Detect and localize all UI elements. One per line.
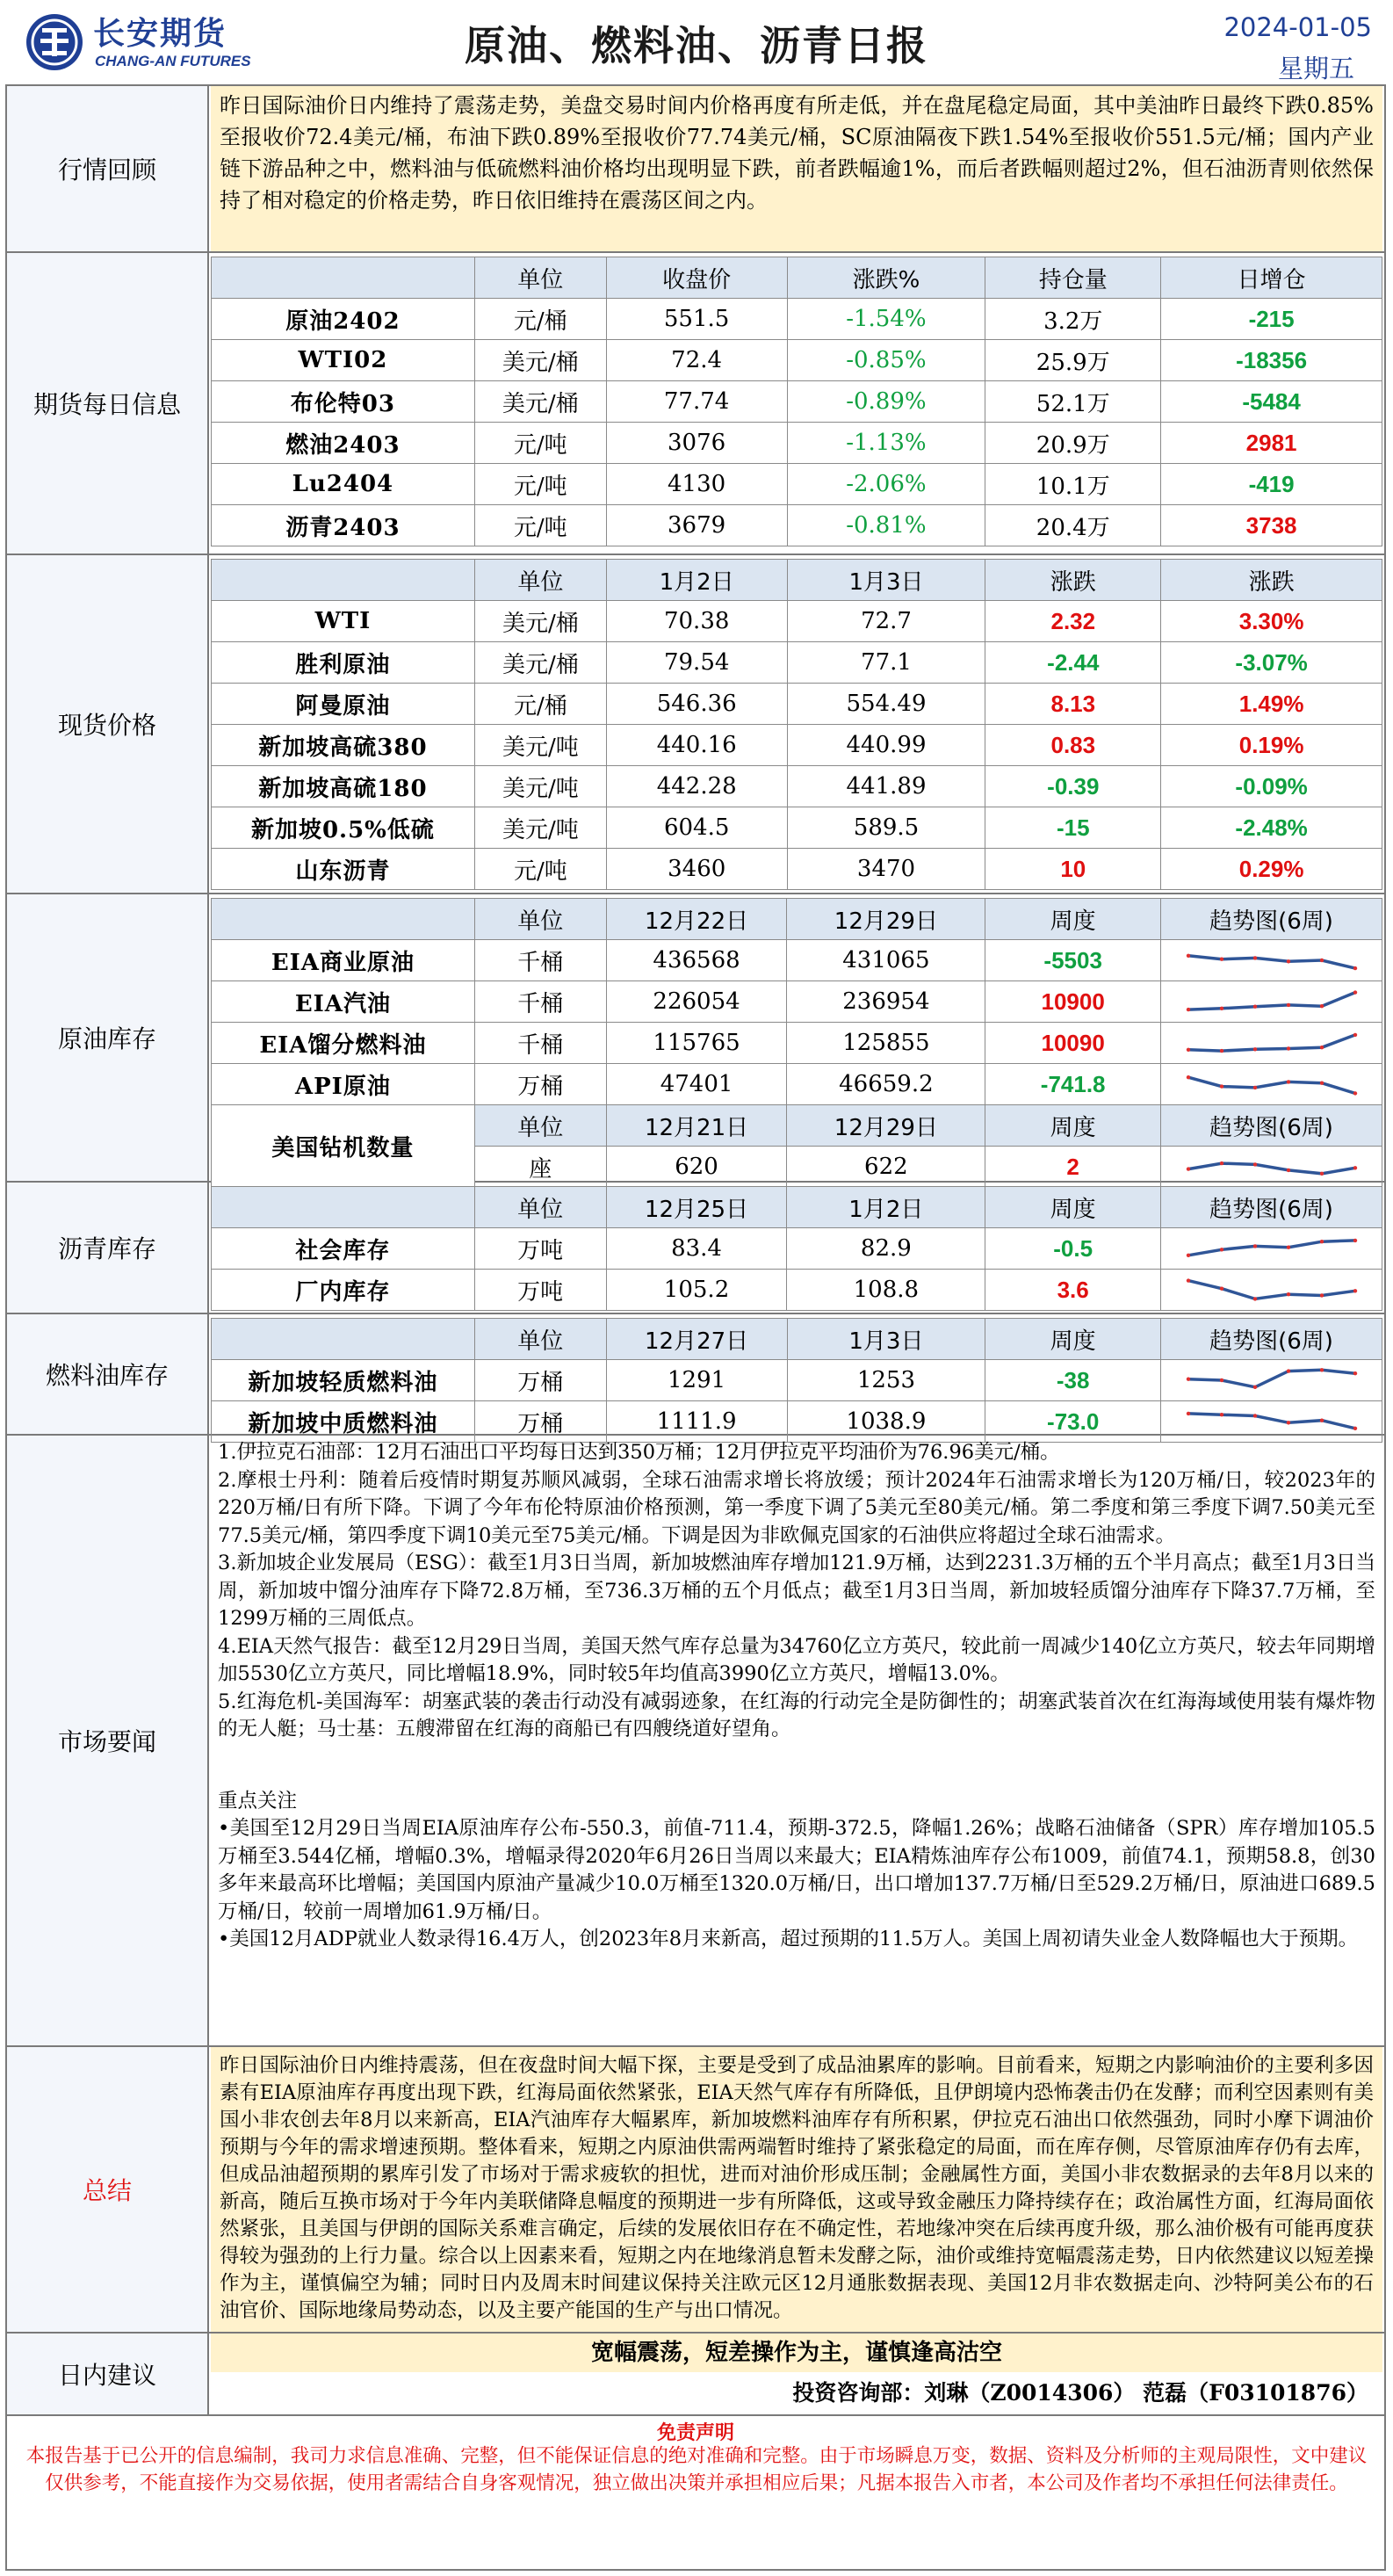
crude-inventory-table: [211, 898, 1382, 1188]
spot-product-name: 新加坡高硫380: [212, 725, 475, 766]
section-label-news: 市场要闻: [7, 1436, 209, 2045]
crude-header-row: [212, 899, 1382, 940]
report-header: [0, 0, 1393, 84]
focus-item-1: •美国至12月29日当周EIA原油库存公布-550.3，前值-711.4，预期-372.5，降幅1.26%；战略石油储备（SPR）库存增加105.5万桶至3.544亿桶，增幅0.3%，增幅录得2020年6月26日当周以来最大；EIA精炼油库存公布1009，前值74.1，预期58.8，创30多年来最高环比增幅；美国国内原油产量减少10.0万桶至1320.0万桶/日，出口增加137.7万桶/日至529.2万桶/日，原油进口689.5万桶/日，较前一周增加61.9万桶/日。: [218, 1817, 1375, 1923]
rig-header-day1: 12月21日: [606, 1105, 787, 1147]
sparkline-path: [1188, 1414, 1355, 1429]
crude-inventory-row: [212, 1064, 1382, 1105]
sparkline-point: [1252, 1244, 1256, 1248]
futures-daily-oi-change: -18356: [1161, 340, 1382, 381]
rig-day2: 622: [787, 1147, 985, 1188]
asphalt-inventory-trend-cell: [1161, 1228, 1382, 1270]
fuel-inventory-unit: 万桶: [474, 1360, 606, 1401]
futures-header-daily-oi: 日增仓: [1161, 257, 1382, 299]
futures-open-interest: 20.4万: [985, 505, 1161, 546]
sparkline-point: [1219, 958, 1223, 961]
asphalt-inventory-value-day1: 83.4: [606, 1228, 787, 1270]
futures-open-interest: 52.1万: [985, 381, 1161, 423]
futures-daily-oi-change: -215: [1161, 299, 1382, 340]
spot-unit: 元/桶: [474, 684, 606, 725]
spot-header-unit: 单位: [474, 560, 606, 601]
fuel-inventory-item-name: 新加坡轻质燃料油: [212, 1360, 475, 1401]
spot-price-day2: 589.5: [787, 807, 985, 849]
fuel-inventory-weekly-change: -73.0: [985, 1401, 1161, 1443]
spot-price-day1: 440.16: [606, 725, 787, 766]
section-label-asphalt-inventory: 沥青库存: [7, 1183, 209, 1313]
sparkline-point: [1252, 956, 1256, 959]
asphalt-inventory-weekly-change: 3.6: [985, 1270, 1161, 1311]
sparkline-point: [1186, 954, 1189, 958]
rig-trend-cell: [1161, 1147, 1382, 1188]
rig-header-weekly: 周度: [985, 1105, 1161, 1147]
spot-change: 8.13: [985, 684, 1161, 725]
rig-header-day2: 12月29日: [787, 1105, 985, 1147]
report-title: 原油、燃料油、沥青日报: [465, 22, 928, 69]
section-label-advice: 日内建议: [7, 2334, 209, 2414]
sparkline-path: [1188, 1241, 1355, 1255]
futures-unit: 美元/桶: [474, 381, 606, 423]
sparkline-point: [1319, 1240, 1323, 1243]
sparkline-path: [1188, 993, 1355, 1010]
sparkline-path: [1188, 956, 1355, 968]
section-label-review: 行情回顾: [7, 86, 209, 251]
futures-change-pct: -0.81%: [787, 505, 985, 546]
fuel-header-weekly: 周度: [985, 1319, 1161, 1360]
spot-price-day1: 79.54: [606, 642, 787, 684]
fuel-header-row: [212, 1319, 1382, 1360]
asphalt-header-day1: 12月25日: [606, 1187, 787, 1228]
sparkline-point: [1319, 1082, 1323, 1085]
futures-daily-oi-change: -419: [1161, 464, 1382, 505]
crude-inventory-value-day2: 431065: [787, 940, 985, 981]
sparkline-point: [1353, 1427, 1356, 1430]
crude-inventory-weekly-change: 10900: [985, 981, 1161, 1023]
fuel-header-day2: 1月3日: [787, 1319, 985, 1360]
sparkline-point: [1286, 959, 1289, 963]
spot-price-day2: 3470: [787, 849, 985, 890]
sparkline-point: [1319, 959, 1323, 962]
news-item-3: 3.新加坡企业发展局（ESG）：截至1月3日当周，新加坡燃油库存增加121.9万桶，达到2231.3万桶的五个半月高点；截至1月3日当周，新加坡中馏分油库存下降72.8万桶，至736.3万桶的五个月低点；截至1月3日当周，新加坡轻质馏分油库存下降37.7万桶，至1299万桶的三周低点。: [218, 1552, 1375, 1630]
futures-close: 3679: [606, 505, 787, 546]
futures-close: 77.74: [606, 381, 787, 423]
sparkline-path: [1188, 1370, 1355, 1387]
asphalt-inventory-unit: 万吨: [474, 1270, 606, 1311]
news-item-4: 4.EIA天然气报告：截至12月29日当周，美国天然气库存总量为34760亿立方英尺，较此前一周减少140亿立方英尺，较去年同期增加5530亿立方英尺，同比增幅18.9%，同时较5年均值高3990亿立方英尺，增幅13.0%。: [218, 1634, 1375, 1685]
spot-price-day1: 70.38: [606, 601, 787, 642]
crude-inventory-unit: 千桶: [474, 940, 606, 981]
spot-price-day2: 72.7: [787, 601, 985, 642]
asphalt-inventory-trend-sparkline: [1184, 1233, 1360, 1264]
fuel-inventory-trend-cell: [1161, 1360, 1382, 1401]
sparkline-point: [1319, 1419, 1323, 1422]
asphalt-inventory-unit: 万吨: [474, 1228, 606, 1270]
spot-change-pct: -2.48%: [1161, 807, 1382, 849]
sparkline-point: [1286, 1246, 1289, 1249]
sparkline-path: [1188, 1281, 1355, 1299]
fuel-inventory-value-day1: 1111.9: [606, 1401, 787, 1443]
futures-contract-name: 布伦特03: [212, 381, 475, 423]
sparkline-point: [1219, 1161, 1223, 1165]
sparkline-point: [1286, 1292, 1289, 1296]
futures-table: [211, 257, 1382, 546]
spot-price-day1: 3460: [606, 849, 787, 890]
spot-change: 2.32: [985, 601, 1161, 642]
sparkline-point: [1319, 1004, 1323, 1008]
spot-change-pct: -3.07%: [1161, 642, 1382, 684]
section-label-summary: 总结: [7, 2047, 209, 2332]
futures-open-interest: 25.9万: [985, 340, 1161, 381]
rig-header-row: [212, 1105, 1382, 1147]
asphalt-header-trend: 趋势图(6周): [1161, 1187, 1382, 1228]
spot-price-table: [211, 559, 1382, 890]
news-item-2: 2.摩根士丹利：随着后疫情时期复苏顺风减弱，全球石油需求增长将放缓；预计2024年石油需求增长为120万桶/日，较2023年的220万桶/日有所下降。下调了今年布伦特原油价格预测，第一季度下调了5美元至80美元/桶。第二季度和第三季度下调7.50美元至77.5美元/桶，第四季度下调10美元至75美元/桶。下调是因为非欧佩克国家的石油供应将超过全球石油需求。: [218, 1468, 1375, 1547]
spot-row: [212, 601, 1382, 642]
futures-header-row: [212, 257, 1382, 299]
section-label-futures: 期货每日信息: [7, 253, 209, 554]
spot-unit: 元/吨: [474, 849, 606, 890]
rig-unit: 座: [474, 1147, 606, 1188]
sparkline-point: [1319, 1368, 1323, 1371]
futures-header-unit: 单位: [474, 257, 606, 299]
spot-header-change-pct: 涨跌: [1161, 560, 1382, 601]
crude-inventory-weekly-change: -5503: [985, 940, 1161, 981]
focus-item-2: •美国12月ADP就业人数录得16.4万人，创2023年8月来新高，超过预期的11.5万人。美国上周初请失业金人数降幅也大于预期。: [218, 1928, 1359, 1950]
sparkline-point: [1286, 1003, 1289, 1007]
asphalt-inventory-row: [212, 1228, 1382, 1270]
futures-header-close: 收盘价: [606, 257, 787, 299]
spot-unit: 美元/桶: [474, 642, 606, 684]
crude-header-day1: 12月22日: [606, 899, 787, 940]
sparkline-point: [1286, 1369, 1289, 1372]
spot-change-pct: -0.09%: [1161, 766, 1382, 807]
asphalt-inventory-item-name: 厂内库存: [212, 1270, 475, 1311]
futures-open-interest: 10.1万: [985, 464, 1161, 505]
sparkline-point: [1353, 990, 1356, 994]
spot-change: 10: [985, 849, 1161, 890]
sparkline-point: [1252, 1086, 1256, 1089]
fuel-inventory-unit: 万桶: [474, 1401, 606, 1443]
asphalt-inventory-value-day1: 105.2: [606, 1270, 787, 1311]
crude-inventory-trend-sparkline: [1184, 1068, 1360, 1100]
disclaimer-title: 免责声明: [656, 2421, 734, 2444]
spot-row: [212, 849, 1382, 890]
spot-price-day2: 440.99: [787, 725, 985, 766]
sparkline-point: [1186, 1378, 1189, 1381]
focus-title: 重点关注: [218, 1789, 298, 1813]
crude-inventory-item-name: API原油: [212, 1064, 475, 1105]
sparkline-point: [1219, 1413, 1223, 1416]
futures-contract-name: 原油2402: [212, 299, 475, 340]
sparkline-point: [1219, 1049, 1223, 1053]
asphalt-inventory-table: [211, 1186, 1382, 1311]
futures-unit: 元/吨: [474, 423, 606, 464]
section-label-fuel-oil-inventory: 燃料油库存: [7, 1314, 209, 1434]
fuel-inventory-row: [212, 1360, 1382, 1401]
sparkline-point: [1186, 1167, 1189, 1170]
sparkline-point: [1186, 1254, 1189, 1257]
sparkline-point: [1186, 1048, 1189, 1052]
crude-inventory-item-name: EIA商业原油: [212, 940, 475, 981]
futures-change-pct: -1.13%: [787, 423, 985, 464]
crude-header-unit: 单位: [474, 899, 606, 940]
spot-header-row: [212, 560, 1382, 601]
spot-price-day1: 442.28: [606, 766, 787, 807]
asphalt-header-day2: 1月2日: [787, 1187, 985, 1228]
spot-change: 0.83: [985, 725, 1161, 766]
spot-change-pct: 1.49%: [1161, 684, 1382, 725]
spot-product-name: 山东沥青: [212, 849, 475, 890]
futures-close: 551.5: [606, 299, 787, 340]
spot-unit: 美元/吨: [474, 766, 606, 807]
sparkline-point: [1252, 1297, 1256, 1300]
crude-inventory-unit: 千桶: [474, 981, 606, 1023]
rig-trend-sparkline: [1184, 1151, 1360, 1183]
futures-row: [212, 340, 1382, 381]
crude-inventory-row: [212, 981, 1382, 1023]
spot-row: [212, 766, 1382, 807]
futures-daily-oi-change: 2981: [1161, 423, 1382, 464]
futures-row: [212, 423, 1382, 464]
market-news: [211, 1436, 1382, 2045]
disclaimer-text: 本报告基于已公开的信息编制，我司力求信息准确、完整，但不能保证信息的绝对准确和完整。由于市场瞬息万变，数据、资料及分析师的主观局限性，文中建议仅供参考，不能直接作为交易依据，使用者需结合自身客观情况，独立做出决策并承担相应后果；凡据本报告入市者，本公司及作者均不承担任何法律责任。: [25, 2445, 1368, 2494]
fuel-header-trend: 趋势图(6周): [1161, 1319, 1382, 1360]
futures-open-interest: 3.2万: [985, 299, 1161, 340]
sparkline-point: [1219, 1378, 1223, 1382]
crude-inventory-weekly-change: -741.8: [985, 1064, 1161, 1105]
spot-price-day2: 77.1: [787, 642, 985, 684]
futures-header-change: 涨跌%: [787, 257, 985, 299]
futures-change-pct: -0.89%: [787, 381, 985, 423]
crude-header-trend: 趋势图(6周): [1161, 899, 1382, 940]
section-label-spot: 现货价格: [7, 555, 209, 893]
rig-header-trend: 趋势图(6周): [1161, 1105, 1382, 1147]
futures-unit: 元/吨: [474, 464, 606, 505]
crude-inventory-trend-cell: [1161, 940, 1382, 981]
spot-row: [212, 725, 1382, 766]
sparkline-point: [1252, 1005, 1256, 1009]
sparkline-point: [1319, 1046, 1323, 1049]
crude-inventory-trend-sparkline: [1184, 986, 1360, 1017]
fuel-inventory-value-day2: 1253: [787, 1360, 985, 1401]
asphalt-header-row: [212, 1187, 1382, 1228]
spot-change: -15: [985, 807, 1161, 849]
futures-close: 72.4: [606, 340, 787, 381]
crude-inventory-trend-cell: [1161, 1023, 1382, 1064]
spot-product-name: 新加坡高硫180: [212, 766, 475, 807]
sparkline-point: [1286, 1080, 1289, 1083]
rig-header-unit: 单位: [474, 1105, 606, 1147]
sparkline-point: [1319, 1293, 1323, 1297]
sparkline-point: [1219, 1084, 1223, 1088]
crude-header-day2: 12月29日: [787, 899, 985, 940]
futures-contract-name: WTI02: [212, 340, 475, 381]
sparkline-point: [1353, 1371, 1356, 1375]
asphalt-header-weekly: 周度: [985, 1187, 1161, 1228]
fuel-inventory-weekly-change: -38: [985, 1360, 1161, 1401]
crude-inventory-unit: 万桶: [474, 1064, 606, 1105]
summary-text: 昨日国际油价日内维持震荡，但在夜盘时间大幅下探，主要是受到了成品油累库的影响。目前看来，短期之内影响油价的主要利多因素有EIA原油库存再度出现下跌，红海局面依然紧张，EIA天然气库存有所降低，且伊朗境内恐怖袭击仍在发酵；而利空因素则有美国小非农创去年8月以来新高，EIA汽油库存大幅累库，新加坡燃料油库存有所积累，伊拉克石油出口依然强劲，同时小摩下调油价预期与今年的需求增速预期。整体看来，短期之内原油供需两端暂时维持了紧张稳定的局面，而在库存侧，尽管原油库存仍有去库，但成品油超预期的累库引发了市场对于需求疲软的担忧，进而对油价形成压制；金融属性方面，美国小非农数据录的去年8月以来的新高，随后互换市场对于今年内美联储降息幅度的预期进一步有所降低，这或导致金融压力降持续存在；政治属性方面，红海局面依然紧张，且美国与伊朗的国际关系难言确定，后续的发展依旧存在不确定性，若地缘冲突在后续再度升级，那么油价极有可能再度获得较为强劲的上行力量。综合以上因素来看，短期之内在地缘消息暂未发酵之际，油价或维持宽幅震荡走势，日内依然建议以短差操作为主，谨慎偏空为辅；同时日内及周末时间建议保持关注欧元区12月通胀数据表现、美国12月非农数据走向、沙特阿美公布的石油官价、国际地缘局势动态，以及主要产能国的生产与出口情况。: [211, 2047, 1382, 2332]
spot-row: [212, 807, 1382, 849]
report-date: 2024-01-05: [1223, 12, 1372, 42]
futures-daily-oi-change: -5484: [1161, 381, 1382, 423]
futures-row: [212, 299, 1382, 340]
crude-header-blank: [212, 899, 475, 940]
asphalt-inventory-value-day2: 82.9: [787, 1228, 985, 1270]
futures-header-blank: [212, 257, 475, 299]
futures-contract-name: Lu2404: [212, 464, 475, 505]
fuel-inventory-trend-sparkline: [1184, 1364, 1360, 1396]
spot-price-day2: 554.49: [787, 684, 985, 725]
fuel-inventory-trend-sparkline: [1184, 1406, 1360, 1437]
sparkline-path: [1188, 1035, 1355, 1051]
crude-inventory-row: [212, 1023, 1382, 1064]
rig-count-label: 美国钻机数量: [212, 1105, 475, 1188]
sparkline-point: [1252, 1414, 1256, 1417]
asphalt-header-unit: 单位: [474, 1187, 606, 1228]
crude-inventory-value-day2: 236954: [787, 981, 985, 1023]
asphalt-inventory-item-name: 社会库存: [212, 1228, 475, 1270]
spot-unit: 美元/吨: [474, 807, 606, 849]
crude-inventory-value-day1: 47401: [606, 1064, 787, 1105]
sparkline-point: [1286, 1169, 1289, 1172]
sparkline-point: [1286, 1046, 1289, 1050]
crude-inventory-value-day1: 226054: [606, 981, 787, 1023]
futures-daily-oi-change: 3738: [1161, 505, 1382, 546]
sparkline-point: [1186, 1412, 1189, 1415]
spot-price-day2: 441.89: [787, 766, 985, 807]
futures-open-interest: 20.9万: [985, 423, 1161, 464]
futures-contract-name: 沥青2403: [212, 505, 475, 546]
sparkline-point: [1186, 1278, 1189, 1282]
analyst-credits: 投资咨询部：刘琳（Z0014306） 范磊（F03101876）: [792, 2380, 1368, 2406]
spot-change-pct: 0.29%: [1161, 849, 1382, 890]
spot-product-name: 胜利原油: [212, 642, 475, 684]
sparkline-path: [1188, 1163, 1355, 1174]
crude-inventory-value-day2: 125855: [787, 1023, 985, 1064]
spot-product-name: WTI: [212, 601, 475, 642]
rig-weekly-change: 2: [985, 1147, 1161, 1188]
sparkline-point: [1219, 1287, 1223, 1291]
brand-name-en: CHANG-AN FUTURES: [95, 53, 251, 69]
spot-header-blank: [212, 560, 475, 601]
asphalt-inventory-value-day2: 108.8: [787, 1270, 985, 1311]
fuel-header-day1: 12月27日: [606, 1319, 787, 1360]
news-item-1: 1.伊拉克石油部：12月石油出口平均每日达到350万桶；12月伊拉克平均油价为76.96美元/桶。: [218, 1441, 1060, 1464]
futures-change-pct: -0.85%: [787, 340, 985, 381]
spot-price-day1: 604.5: [606, 807, 787, 849]
futures-row: [212, 464, 1382, 505]
futures-change-pct: -2.06%: [787, 464, 985, 505]
spot-row: [212, 684, 1382, 725]
asphalt-inventory-trend-cell: [1161, 1270, 1382, 1311]
spot-header-day1: 1月2日: [606, 560, 787, 601]
section-label-crude-inventory: 原油库存: [7, 894, 209, 1181]
crude-inventory-trend-cell: [1161, 981, 1382, 1023]
sparkline-point: [1353, 1091, 1356, 1095]
futures-contract-name: 燃油2403: [212, 423, 475, 464]
fuel-inventory-value-day1: 1291: [606, 1360, 787, 1401]
crude-inventory-unit: 千桶: [474, 1023, 606, 1064]
sparkline-point: [1353, 1289, 1356, 1292]
futures-row: [212, 505, 1382, 546]
sparkline-point: [1252, 1386, 1256, 1389]
asphalt-header-blank: [212, 1187, 475, 1228]
fuel-inventory-value-day2: 1038.9: [787, 1401, 985, 1443]
sparkline-point: [1219, 1007, 1223, 1010]
crude-inventory-item-name: EIA馏分燃料油: [212, 1023, 475, 1064]
futures-close: 4130: [606, 464, 787, 505]
crude-inventory-trend-cell: [1161, 1064, 1382, 1105]
sparkline-point: [1353, 1166, 1356, 1169]
rig-day1: 620: [606, 1147, 787, 1188]
report-weekday: 星期五: [1277, 54, 1354, 83]
sparkline-point: [1353, 966, 1356, 970]
spot-header-day2: 1月3日: [787, 560, 985, 601]
spot-row: [212, 642, 1382, 684]
futures-unit: 元/桶: [474, 299, 606, 340]
crude-inventory-trend-sparkline: [1184, 944, 1360, 976]
crude-header-weekly: 周度: [985, 899, 1161, 940]
sparkline-point: [1353, 1033, 1356, 1037]
sparkline-point: [1319, 1172, 1323, 1176]
futures-row: [212, 381, 1382, 423]
sparkline-point: [1353, 1239, 1356, 1242]
sparkline-path: [1188, 1077, 1355, 1093]
news-item-5: 5.红海危机-美国海军：胡塞武装的袭击行动没有减弱迹象，在红海的行动完全是防御性的；胡塞武装首次在红海海域使用装有爆炸物的无人艇；马士基：五艘滞留在红海的商船已有四艘绕道好望角。: [218, 1690, 1375, 1740]
sparkline-point: [1252, 1047, 1256, 1051]
spot-change: -0.39: [985, 766, 1161, 807]
sparkline-point: [1219, 1248, 1223, 1251]
futures-header-oi: 持仓量: [985, 257, 1161, 299]
fuel-oil-inventory-table: [211, 1318, 1382, 1443]
fuel-header-unit: 单位: [474, 1319, 606, 1360]
spot-change-pct: 0.19%: [1161, 725, 1382, 766]
asphalt-inventory-weekly-change: -0.5: [985, 1228, 1161, 1270]
crude-inventory-row: [212, 940, 1382, 981]
futures-change-pct: -1.54%: [787, 299, 985, 340]
spot-unit: 美元/吨: [474, 725, 606, 766]
asphalt-inventory-row: [212, 1270, 1382, 1311]
spot-product-name: 阿曼原油: [212, 684, 475, 725]
asphalt-inventory-trend-sparkline: [1184, 1274, 1360, 1306]
futures-unit: 元/吨: [474, 505, 606, 546]
sparkline-point: [1252, 1162, 1256, 1166]
market-review-text: 昨日国际油价日内维持了震荡走势，美盘交易时间内价格再度有所走低，并在盘尾稳定局面，其中美油昨日最终下跌0.85%至报收价72.4美元/桶，布油下跌0.89%至报收价77.74美元/桶，SC原油隔夜下跌1.54%至报收价551.5元/桶；国内产业链下游品种之中，燃料油与低硫燃料油价格均出现明显下跌，前者跌幅逾1%，而后者跌幅则超过2%，但石油沥青则依然保持了相对稳定的价格走势，昨日依旧维持在震荡区间之内。: [211, 86, 1382, 251]
futures-unit: 美元/桶: [474, 340, 606, 381]
crude-inventory-weekly-change: 10090: [985, 1023, 1161, 1064]
spot-change: -2.44: [985, 642, 1161, 684]
futures-close: 3076: [606, 423, 787, 464]
intraday-advice: 宽幅震荡，短差操作为主，谨慎逢高沽空: [211, 2334, 1382, 2372]
spot-product-name: 新加坡0.5%低硫: [212, 807, 475, 849]
crude-inventory-item-name: EIA汽油: [212, 981, 475, 1023]
crude-inventory-value-day1: 436568: [606, 940, 787, 981]
spot-unit: 美元/桶: [474, 601, 606, 642]
fuel-header-blank: [212, 1319, 475, 1360]
crude-inventory-value-day1: 115765: [606, 1023, 787, 1064]
fuel-inventory-item-name: 新加坡中质燃料油: [212, 1401, 475, 1443]
crude-inventory-trend-sparkline: [1184, 1027, 1360, 1059]
spot-change-pct: 3.30%: [1161, 601, 1382, 642]
sparkline-point: [1286, 1421, 1289, 1424]
brand-name-cn: 长安期货: [93, 16, 227, 52]
crude-inventory-value-day2: 46659.2: [787, 1064, 985, 1105]
sparkline-point: [1186, 1008, 1189, 1011]
spot-header-change: 涨跌: [985, 560, 1161, 601]
sparkline-point: [1186, 1075, 1189, 1079]
spot-price-day1: 546.36: [606, 684, 787, 725]
